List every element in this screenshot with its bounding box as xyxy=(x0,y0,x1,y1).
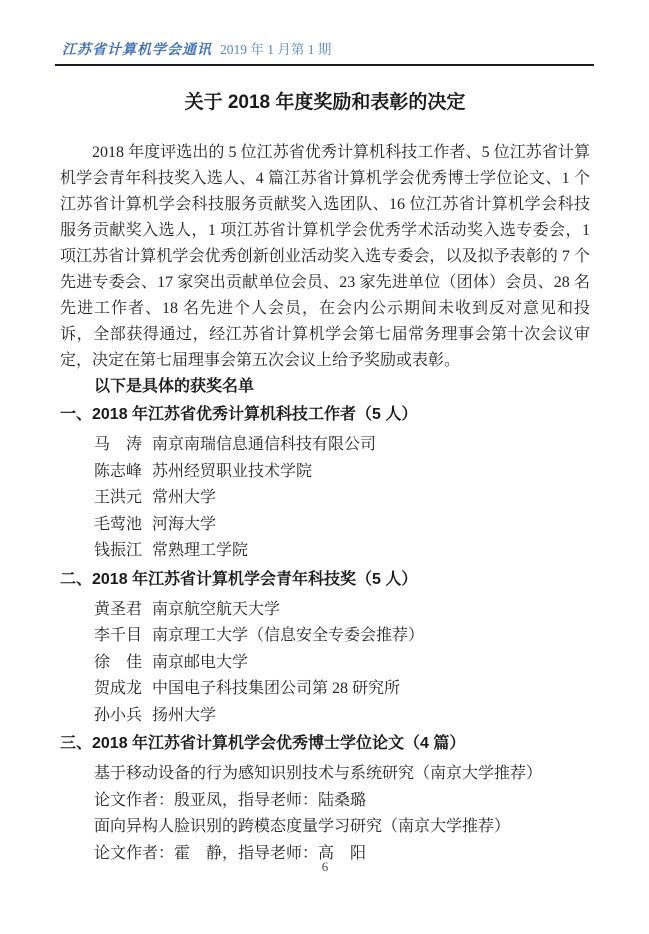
list-intro: 以下是具体的获奖名单 xyxy=(94,378,255,395)
award-section-3 xyxy=(0,731,649,867)
award-section-2 xyxy=(0,567,649,730)
awardee-name: 钱振江 xyxy=(94,542,143,559)
award-entry xyxy=(94,597,590,624)
awardee-affiliation: 中国电子科技集团公司第 28 研究所 xyxy=(152,680,401,697)
award-entry xyxy=(94,512,590,539)
section-2-heading: 二、2018 年江苏省计算机学会青年科技奖（5 人） xyxy=(60,570,418,588)
awardee-name: 李千目 xyxy=(94,627,143,644)
awardee-affiliation: 苏州经贸职业技术学院 xyxy=(152,462,313,480)
page-title: 关于 2018 年度奖励和表彰的决定 xyxy=(184,92,466,113)
awardee-affiliation: 常州大学 xyxy=(152,489,217,506)
thesis-line: 面向异构人脸识别的跨模态度量学习研究（南京大学推荐） xyxy=(94,818,511,835)
award-entry xyxy=(94,432,590,459)
thesis-line: 论文作者：霍 静，指导老师：高 阳 xyxy=(94,844,367,862)
awardee-affiliation: 常熟理工学院 xyxy=(152,542,249,559)
award-entry xyxy=(94,703,590,730)
awardee-affiliation: 河海大学 xyxy=(152,515,217,533)
awardee-name: 孙小兵 xyxy=(94,706,143,724)
issue-label: 2019 年 1 月第 1 期 xyxy=(220,42,332,57)
awardee-name: 毛莺池 xyxy=(94,515,143,533)
awardee-name: 马 涛 xyxy=(94,436,143,453)
awardee-affiliation: 南京邮电大学 xyxy=(152,653,249,671)
awardee-affiliation: 南京理工大学（信息安全专委会推荐） xyxy=(152,627,425,644)
thesis-line: 基于移动设备的行为感知识别技术与系统研究（南京大学推荐） xyxy=(94,765,543,782)
section-1-heading: 一、2018 年江苏省优秀计算机科技工作者（5 人） xyxy=(60,406,418,423)
page-header xyxy=(55,38,594,66)
awardee-name: 徐 佳 xyxy=(94,653,143,671)
award-section-1 xyxy=(0,402,649,565)
awardee-affiliation: 南京南瑞信息通信科技有限公司 xyxy=(152,436,377,453)
section-3-heading: 三、2018 年江苏省计算机学会优秀博士学位论文（4 篇） xyxy=(60,735,466,752)
section-3-thesis-list xyxy=(60,761,590,867)
decision-paragraph: 2018 年度评选出的 5 位江苏省优秀计算机科技工作者、5 位江苏省计算机学会青年科技奖入选人、4 篇江苏省计算机学会优秀博士学位论文、1 个江苏省计算机学会科技服务贡献奖入选团队、16 位江苏省计算机学会科技服务贡献奖入选人，1 项江苏省计算机学会优秀学术活动奖入选专委会，1 项江苏省计算机学会优秀创新创业活动奖入选专委会，以及拟予表彰的 7 个先进专委会、17 家突出贡献单位会员、23 家先进单位（团体）会员、28 名先进工作者、18 名先进个人会员，在会内公示期间未收到反对意见和投诉，全部获得通过，经江苏省计算机学会第七届常务理事会第十次会议审定，决定在第七届理事会第五次会议上给予奖励或表彰。 xyxy=(60,144,590,369)
award-entry xyxy=(94,623,590,650)
awardee-name: 贺成龙 xyxy=(94,680,143,697)
award-entry xyxy=(94,650,590,677)
award-entry xyxy=(94,459,590,486)
page-number: 6 xyxy=(321,859,329,874)
award-entry xyxy=(94,538,590,565)
awardee-name: 黄圣君 xyxy=(94,600,143,618)
awardee-affiliation: 南京航空航天大学 xyxy=(152,600,281,618)
award-entry xyxy=(94,676,590,703)
masthead-title: 江苏省计算机学会通讯 xyxy=(62,43,212,58)
award-entry xyxy=(94,485,590,512)
awardee-affiliation: 扬州大学 xyxy=(152,706,217,724)
section-2-entries xyxy=(60,597,590,730)
awardee-name: 王洪元 xyxy=(94,489,143,506)
section-1-entries xyxy=(60,432,590,565)
thesis-line: 论文作者：殷亚凤，指导老师：陆桑璐 xyxy=(94,791,367,809)
awardee-name: 陈志峰 xyxy=(94,462,143,480)
